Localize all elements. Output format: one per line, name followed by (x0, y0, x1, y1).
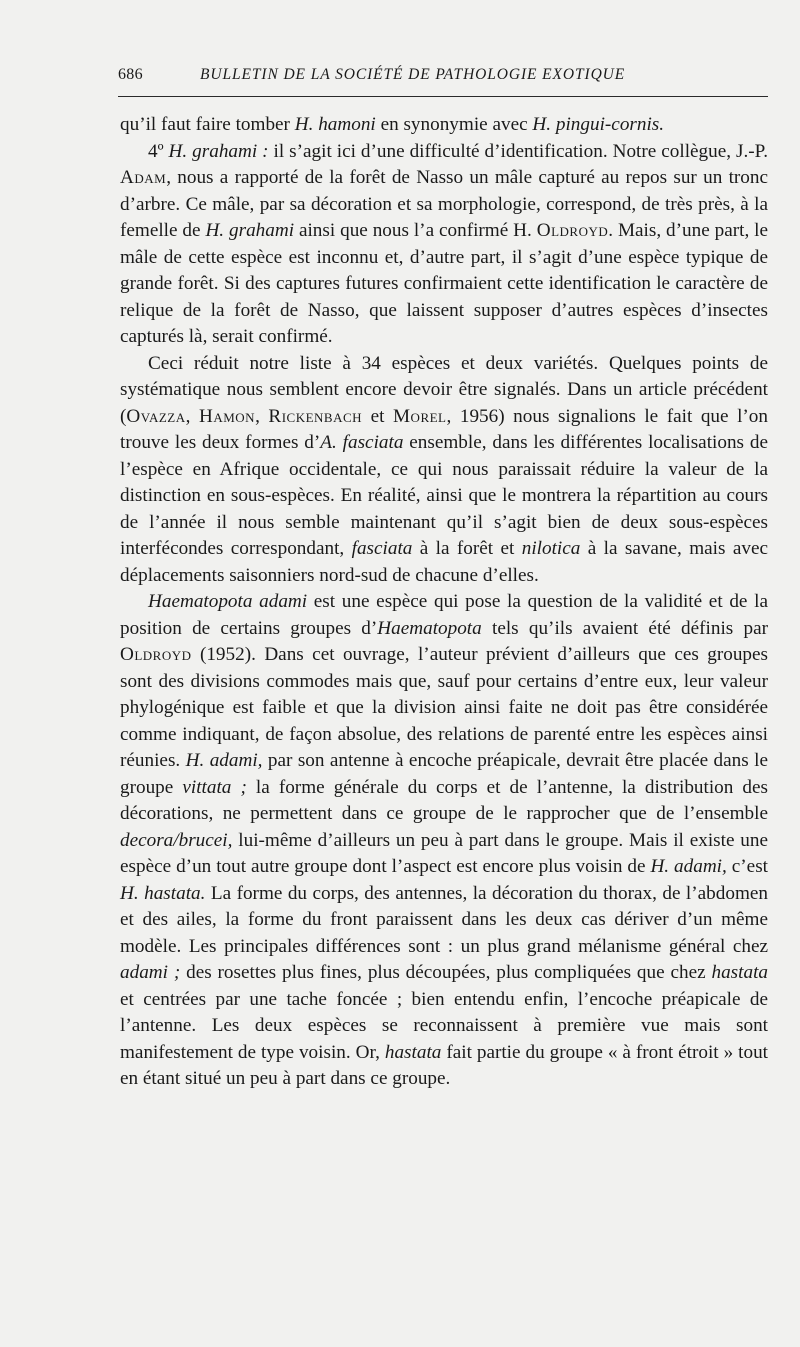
paragraph: Ceci réduit notre liste à 34 espèces et deux variétés. Quelques points de systématique nous semblent encore devoir être signalés. Dans un article précédent (Ovazza, Hamon, Rickenbach et Morel, 1956) nous signalions le fait que l’on trouve les deux formes d’A. fasciata ensemble, dans les différentes localisations de l’espèce en Afrique occidentale, ce qui nous paraissait réduire la valeur de la distinction en sous-espèces. En réalité, ainsi que le montrera la répartition au cours de l’année il nous semble maintenant qu’il s’agit bien de deux sous-espèces interfécondes correspondant, fasciata à la forêt et nilotica à la savane, mais avec déplacements saisonniers nord-sud de chacune d’elles. (120, 352, 768, 586)
paragraph: qu’il faut faire tomber H. hamoni en synonymie avec H. pingui-cornis. (120, 114, 665, 135)
running-head (118, 66, 768, 92)
journal-title: BULLETIN DE LA SOCIÉTÉ DE PATHOLOGIE EXOTIQUE (200, 66, 626, 83)
page-number: 686 (118, 66, 143, 83)
body-text (120, 112, 768, 1093)
header-rule (118, 96, 768, 97)
paragraph: Haematopota adami est une espèce qui pose la question de la validité et de la position de certains groupes d’Haematopota tels qu’ils avaient été définis par Oldroyd (1952). Dans cet ouvrage, l’auteur prévient d’ailleurs que ces groupes sont des divisions commodes mais que, sauf pour certains d’entre eux, leur valeur phylogénique est faible et que la division ainsi faite ne doit pas être considérée comme indiquant, de façon absolue, des relations de parenté entre les espèces ainsi réunies. H. adami, par son antenne à encoche préapicale, devrait être placée dans le groupe vittata ; la forme générale du corps et de l’antenne, la distribution des décorations, ne permettent dans ce groupe de le rapprocher que de l’ensemble decora/brucei, lui-même d’ailleurs un peu à part dans le groupe. Mais il existe une espèce d’un tout autre groupe dont l’aspect est encore plus voisin de H. adami, c’est H. hastata. La forme du corps, des antennes, la décoration du thorax, de l’abdomen et des ailes, la forme du front paraissent dans les deux cas dériver d’un même modèle. Les principales différences sont : un plus grand mélanisme général chez adami ; des rosettes plus fines, plus découpées, plus compliquées que chez hastata et centrées par une tache foncée ; bien entendu enfin, l’encoche préapicale de l’antenne. Les deux espèces se reconnaissent à première vue mais sont manifestement de type voisin. Or, hastata fait partie du groupe « à front étroit » tout en étant situé un peu à part dans ce groupe. (120, 591, 768, 1089)
paragraph: 4º H. grahami : il s’agit ici d’une difficulté d’identification. Notre collègue, J.-P. Adam, nous a rapporté de la forêt de Nasso un mâle capturé au repos sur un tronc d’arbre. Ce mâle, par sa décoration et sa morphologie, correspond, de très près, à la femelle de H. grahami ainsi que nous l’a confirmé H. Oldroyd. Mais, d’une part, le mâle de cette espèce est inconnu et, d’autre part, il s’agit d’une espèce typique de grande forêt. Si des captures futures confirmaient cette identification le caractère de relique de la forêt de Nasso, que laissent supposer d’autres espèces d’insectes capturés là, serait confirmé. (120, 140, 769, 347)
